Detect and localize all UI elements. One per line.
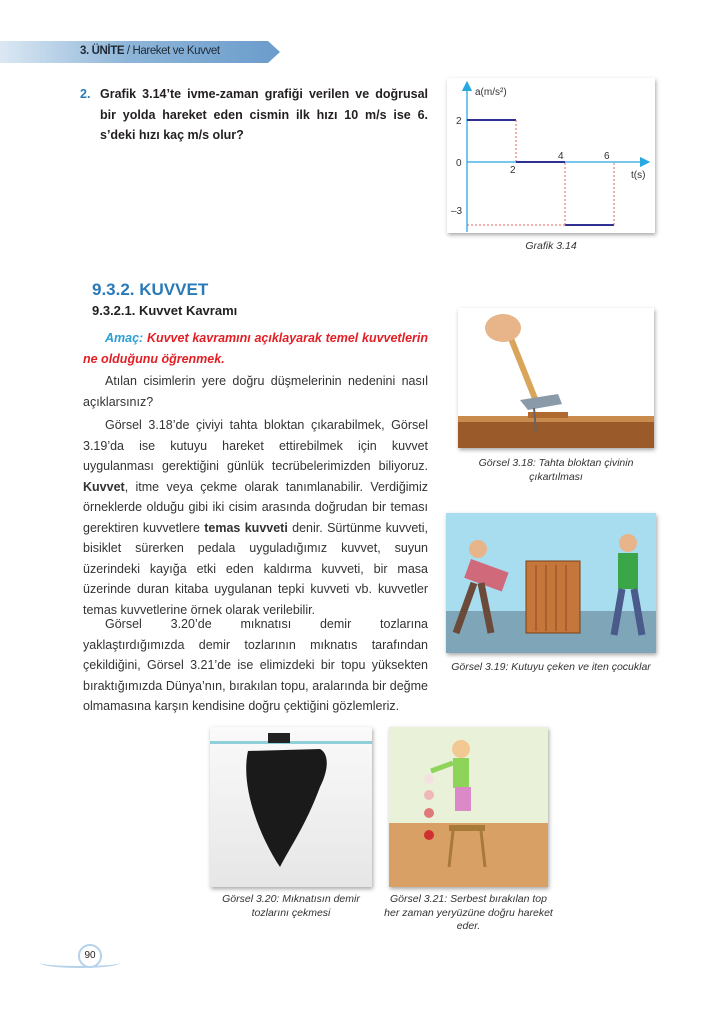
unit-label: 3. ÜNİTE — [80, 45, 125, 57]
y-axis-label: a(m/s²) — [475, 87, 507, 98]
y-tick: 2 — [456, 116, 462, 127]
term-kuvvet: Kuvvet — [83, 479, 125, 494]
hammer-nail-image — [458, 308, 654, 448]
y-tick: 0 — [456, 158, 462, 169]
y-tick: –3 — [451, 206, 463, 217]
aim — [83, 328, 428, 369]
graph-caption: Grafik 3.14 — [525, 240, 577, 252]
question-2 — [80, 84, 428, 146]
x-tick: 6 — [604, 151, 610, 162]
figure-3-19-caption: Görsel 3.19: Kutuyu çeken ve iten çocuklar — [451, 661, 651, 673]
x-axis-label: t(s) — [631, 170, 646, 181]
acceleration-time-graph — [447, 78, 655, 233]
figure-3-20-caption: Görsel 3.20: Mıknatısın demir tozlarını çekmesi — [222, 893, 360, 919]
subsection-title: 9.3.2.1. Kuvvet Kavramı — [92, 303, 238, 318]
text: Görsel 3.18’de çiviyi tahta bloktan çıkarabilmek, Görsel 3.19’da ise kutuyu hareket ettirebilmek için kuvvet uygulanması gerektiğini günlük tecrübelerimizden biliyoruz. — [83, 418, 428, 473]
section-title: 9.3.2. KUVVET — [92, 280, 209, 299]
question-text: Grafik 3.14’te ivme-zaman grafiği verilen ve doğrusal bir yolda hareket eden cismin ilk hızı 10 m/s ise 6. s’deki hızı kaç m/s olur? — [100, 87, 428, 142]
unit-title: Hareket ve Kuvvet — [132, 45, 220, 57]
paragraph-3: Görsel 3.20’de mıknatısı demir tozlarına yaklaştırdığımızda demir tozlarının mıknatıs tarafından çekildiğini, Görsel 3.21’de ise elimizdeki bir topu yüksekten bıraktığımızda Dünya’nın, bırakılan topu, aralarında bir değme olmamasına karşın kendisine doğru çektiğini gözlemleriz. — [83, 617, 428, 713]
x-tick: 2 — [510, 165, 516, 176]
magnet-iron-filings-image — [210, 727, 372, 887]
girl-dropping-ball-image — [389, 727, 548, 887]
aim-text: Kuvvet kavramını açıklayarak temel kuvvetlerin ne olduğunu öğrenmek. — [83, 331, 428, 366]
page-number: 90 — [78, 944, 102, 968]
text: denir. Sürtünme kuvveti, bisiklet sürerken pedala uyguladığımız kuvvet, suyun üzerindeki kayığa etki eden kaldırma kuvveti, bir masa üzerinde duran kitaba uygulanan tepki kuvveti vb. kuvvetler temas kuvvetlerine örnek olarak verilebilir. — [83, 520, 428, 617]
paragraph-2 — [83, 415, 428, 620]
unit-header — [80, 45, 220, 57]
separator: / — [124, 45, 133, 57]
figure-3-21-caption: Görsel 3.21: Serbest bırakılan top her zaman yeryüzüne doğru hareket eder. — [384, 893, 553, 932]
paragraph-1: Atılan cisimlerin yere doğru düşmelerinin nedenini nasıl açıklarsınız? — [83, 374, 428, 409]
children-box-image — [446, 513, 656, 653]
figure-3-18-caption: Görsel 3.18: Tahta bloktan çivinin çıkartılması — [478, 457, 634, 483]
aim-label: Amaç: — [105, 331, 144, 345]
text: , itme veya çekme olarak tanımlanabilir. Verdiğimiz örneklerde olduğu gibi iki cisim arasında doğrudan bir teması gerektiren kuvvetlere — [83, 479, 428, 535]
term-temas-kuvveti: temas kuvveti — [204, 520, 288, 535]
question-number: 2. — [80, 87, 91, 101]
x-tick: 4 — [558, 151, 564, 162]
